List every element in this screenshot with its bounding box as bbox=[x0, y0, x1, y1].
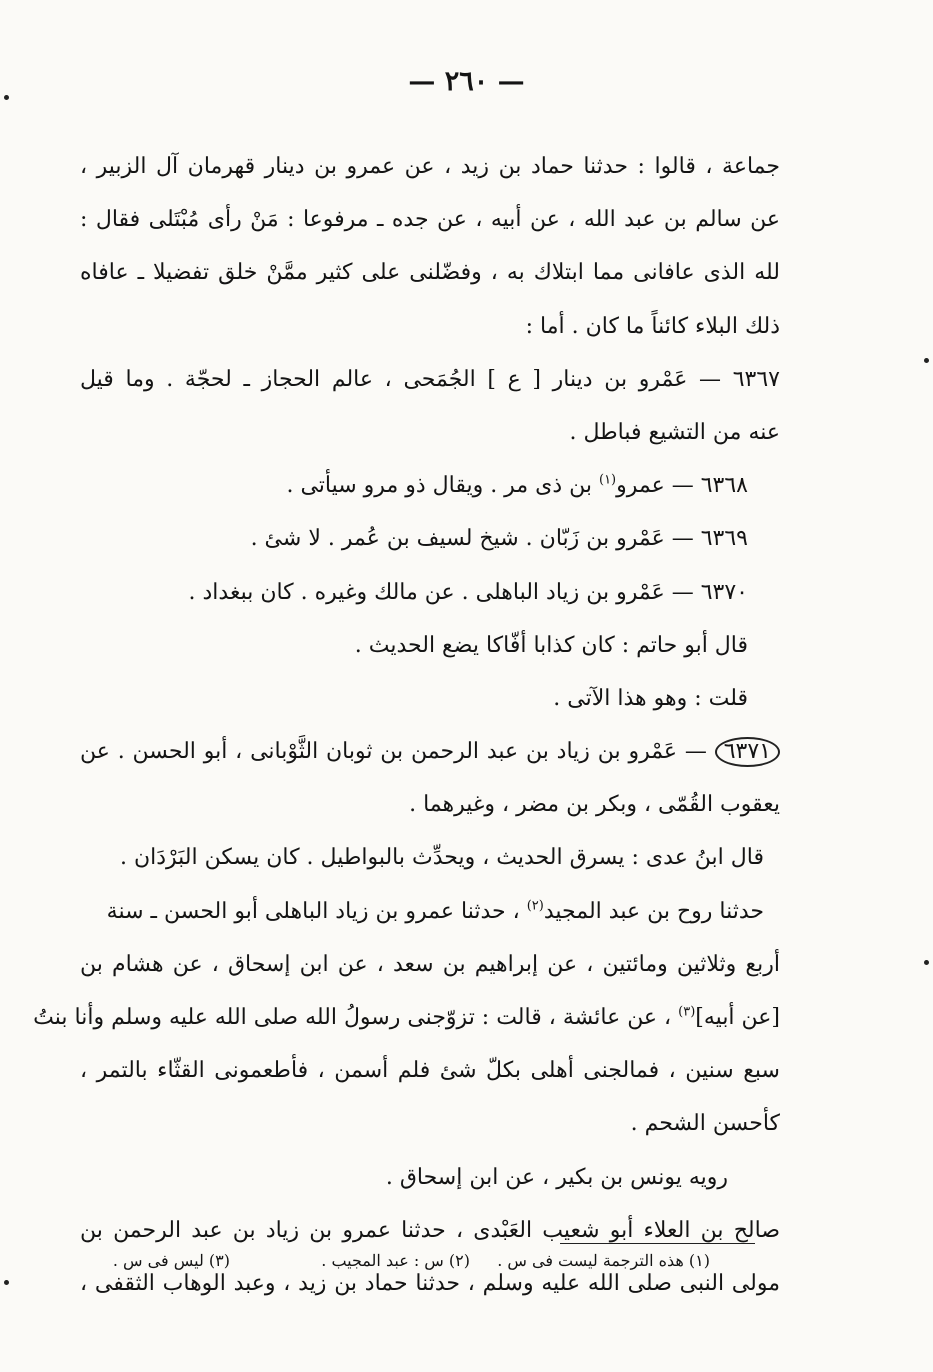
entry-number: ٦٣٧٠ bbox=[700, 579, 748, 605]
entry-number-circled: ٦٣٧١ bbox=[715, 737, 780, 767]
text-line: قال ابنُ عدى : يسرق الحديث ، ويحدِّث بالبواطيل . كان يسكن البَرْدَان . bbox=[119, 845, 764, 871]
text-line: عن سالم بن عبد الله ، عن أبيه ، عن جده ـ مرفوعا : مَنْ رأى مُبْتَلى فقال : bbox=[80, 207, 780, 233]
text-line: عنه من التشيع فباطل . bbox=[569, 419, 780, 445]
entry-text: — عَمْرو بن زَبّان . شيخ لسيف بن عُمر . لا شئ . bbox=[250, 526, 694, 552]
footnotes bbox=[90, 1245, 710, 1277]
scan-mark bbox=[924, 358, 929, 363]
text-segment: حدثنا روح بن عبد المجيد bbox=[543, 898, 764, 924]
entry-number: ٦٣٦٨ bbox=[700, 473, 748, 499]
footnote-ref: (١) bbox=[598, 472, 617, 488]
footnote-3: (٣) ليس فى س . bbox=[112, 1251, 230, 1270]
text-line: جماعة ، قالوا : حدثنا حماد بن زيد ، عن عمرو بن دينار قهرمان آل الزبير ، bbox=[80, 154, 780, 179]
text-line: يعقوب القُمّى ، وبكر بن مضر ، وغيرهما . bbox=[409, 792, 780, 818]
entry-number: ٦٣٦٩ bbox=[700, 526, 748, 552]
entry-6368 bbox=[80, 459, 780, 512]
entry-6369 bbox=[80, 512, 780, 565]
main-text bbox=[33, 140, 780, 1310]
text-line: سبع سنين ، فمالجنى أهلى بكلّ شئ فلم أسمن ، فأطعمونى القثّاء بالتمر ، bbox=[80, 1058, 780, 1084]
text-line bbox=[33, 991, 780, 1044]
scan-mark bbox=[924, 960, 929, 965]
entry-6370 bbox=[80, 566, 780, 619]
entry-text: — عمرو bbox=[616, 473, 694, 499]
footnote-divider bbox=[560, 1243, 755, 1244]
scan-mark bbox=[4, 95, 9, 100]
text-segment: ، حدثنا عمرو بن زياد الباهلى أبو الحسن ـ سنة bbox=[106, 898, 520, 924]
entry-text: — عَمْرو بن زياد بن عبد الرحمن بن ثوبان الثَّوْبانى ، أبو الحسن . عن bbox=[80, 739, 707, 765]
text-line: صالح بن العلاء أبو شعيب العَبْدى ، حدثنا عمرو بن زياد بن عبد الرحمن بن bbox=[80, 1217, 780, 1243]
text-line: رويه يونس بن بكير ، عن ابن إسحاق . bbox=[385, 1164, 728, 1190]
text-line: قلت : وهو هذا الآتى . bbox=[553, 685, 748, 711]
footnote-2: (٢) س : عبد المجيب . bbox=[321, 1251, 470, 1270]
entry-text: — عَمْرو بن دينار [ ع ] الجُمَحى ، عالم الحجاز ـ لحجّة . وما قيل bbox=[80, 366, 722, 392]
footnote-ref: (٣) bbox=[678, 1004, 696, 1020]
text-line: أربع وثلاثين ومائتين ، عن إبراهيم بن سعد ، عن ابن إسحاق ، عن هشام بن bbox=[80, 951, 780, 977]
footnote-1: (١) هذه الترجمة ليست فى س . bbox=[497, 1251, 710, 1270]
page-number: — ٢٦٠ — bbox=[408, 66, 525, 97]
text-line: ذلك البلاء كائناً ما كان . أما : bbox=[525, 313, 780, 339]
entry-6371 bbox=[80, 725, 780, 778]
text-line: قال أبو حاتم : كان كذابا أفّاكا يضع الحديث . bbox=[354, 632, 748, 658]
footnote-ref: (٢) bbox=[526, 898, 544, 914]
text-segment: ، عن عائشة ، قالت : تزوّجنى رسولُ الله صلى الله عليه وسلم وأنا بنتُ bbox=[33, 1005, 672, 1030]
entry-6367 bbox=[80, 353, 780, 406]
text-line bbox=[80, 885, 780, 938]
entry-text-tail: بن ذى مر . ويقال ذو مرو سيأتى . bbox=[286, 473, 592, 499]
text-line: كأحسن الشحم . bbox=[630, 1111, 780, 1137]
text-line: لله الذى عافانى مما ابتلاك به ، وفضّلنى على كثير ممَّنْ خلق تفضيلا ـ عافاه bbox=[80, 260, 780, 286]
text-segment: [عن أبيه] bbox=[695, 1005, 780, 1030]
scan-mark bbox=[4, 1280, 9, 1285]
entry-number: ٦٣٦٧ bbox=[732, 366, 780, 392]
entry-text: — عَمْرو بن زياد الباهلى . عن مالك وغيره . كان ببغداد . bbox=[188, 579, 694, 605]
text-line: مولى النبى صلى الله عليه وسلم ، حدثنا حماد بن زيد ، وعبد الوهاب الثقفى ، bbox=[80, 1270, 780, 1296]
